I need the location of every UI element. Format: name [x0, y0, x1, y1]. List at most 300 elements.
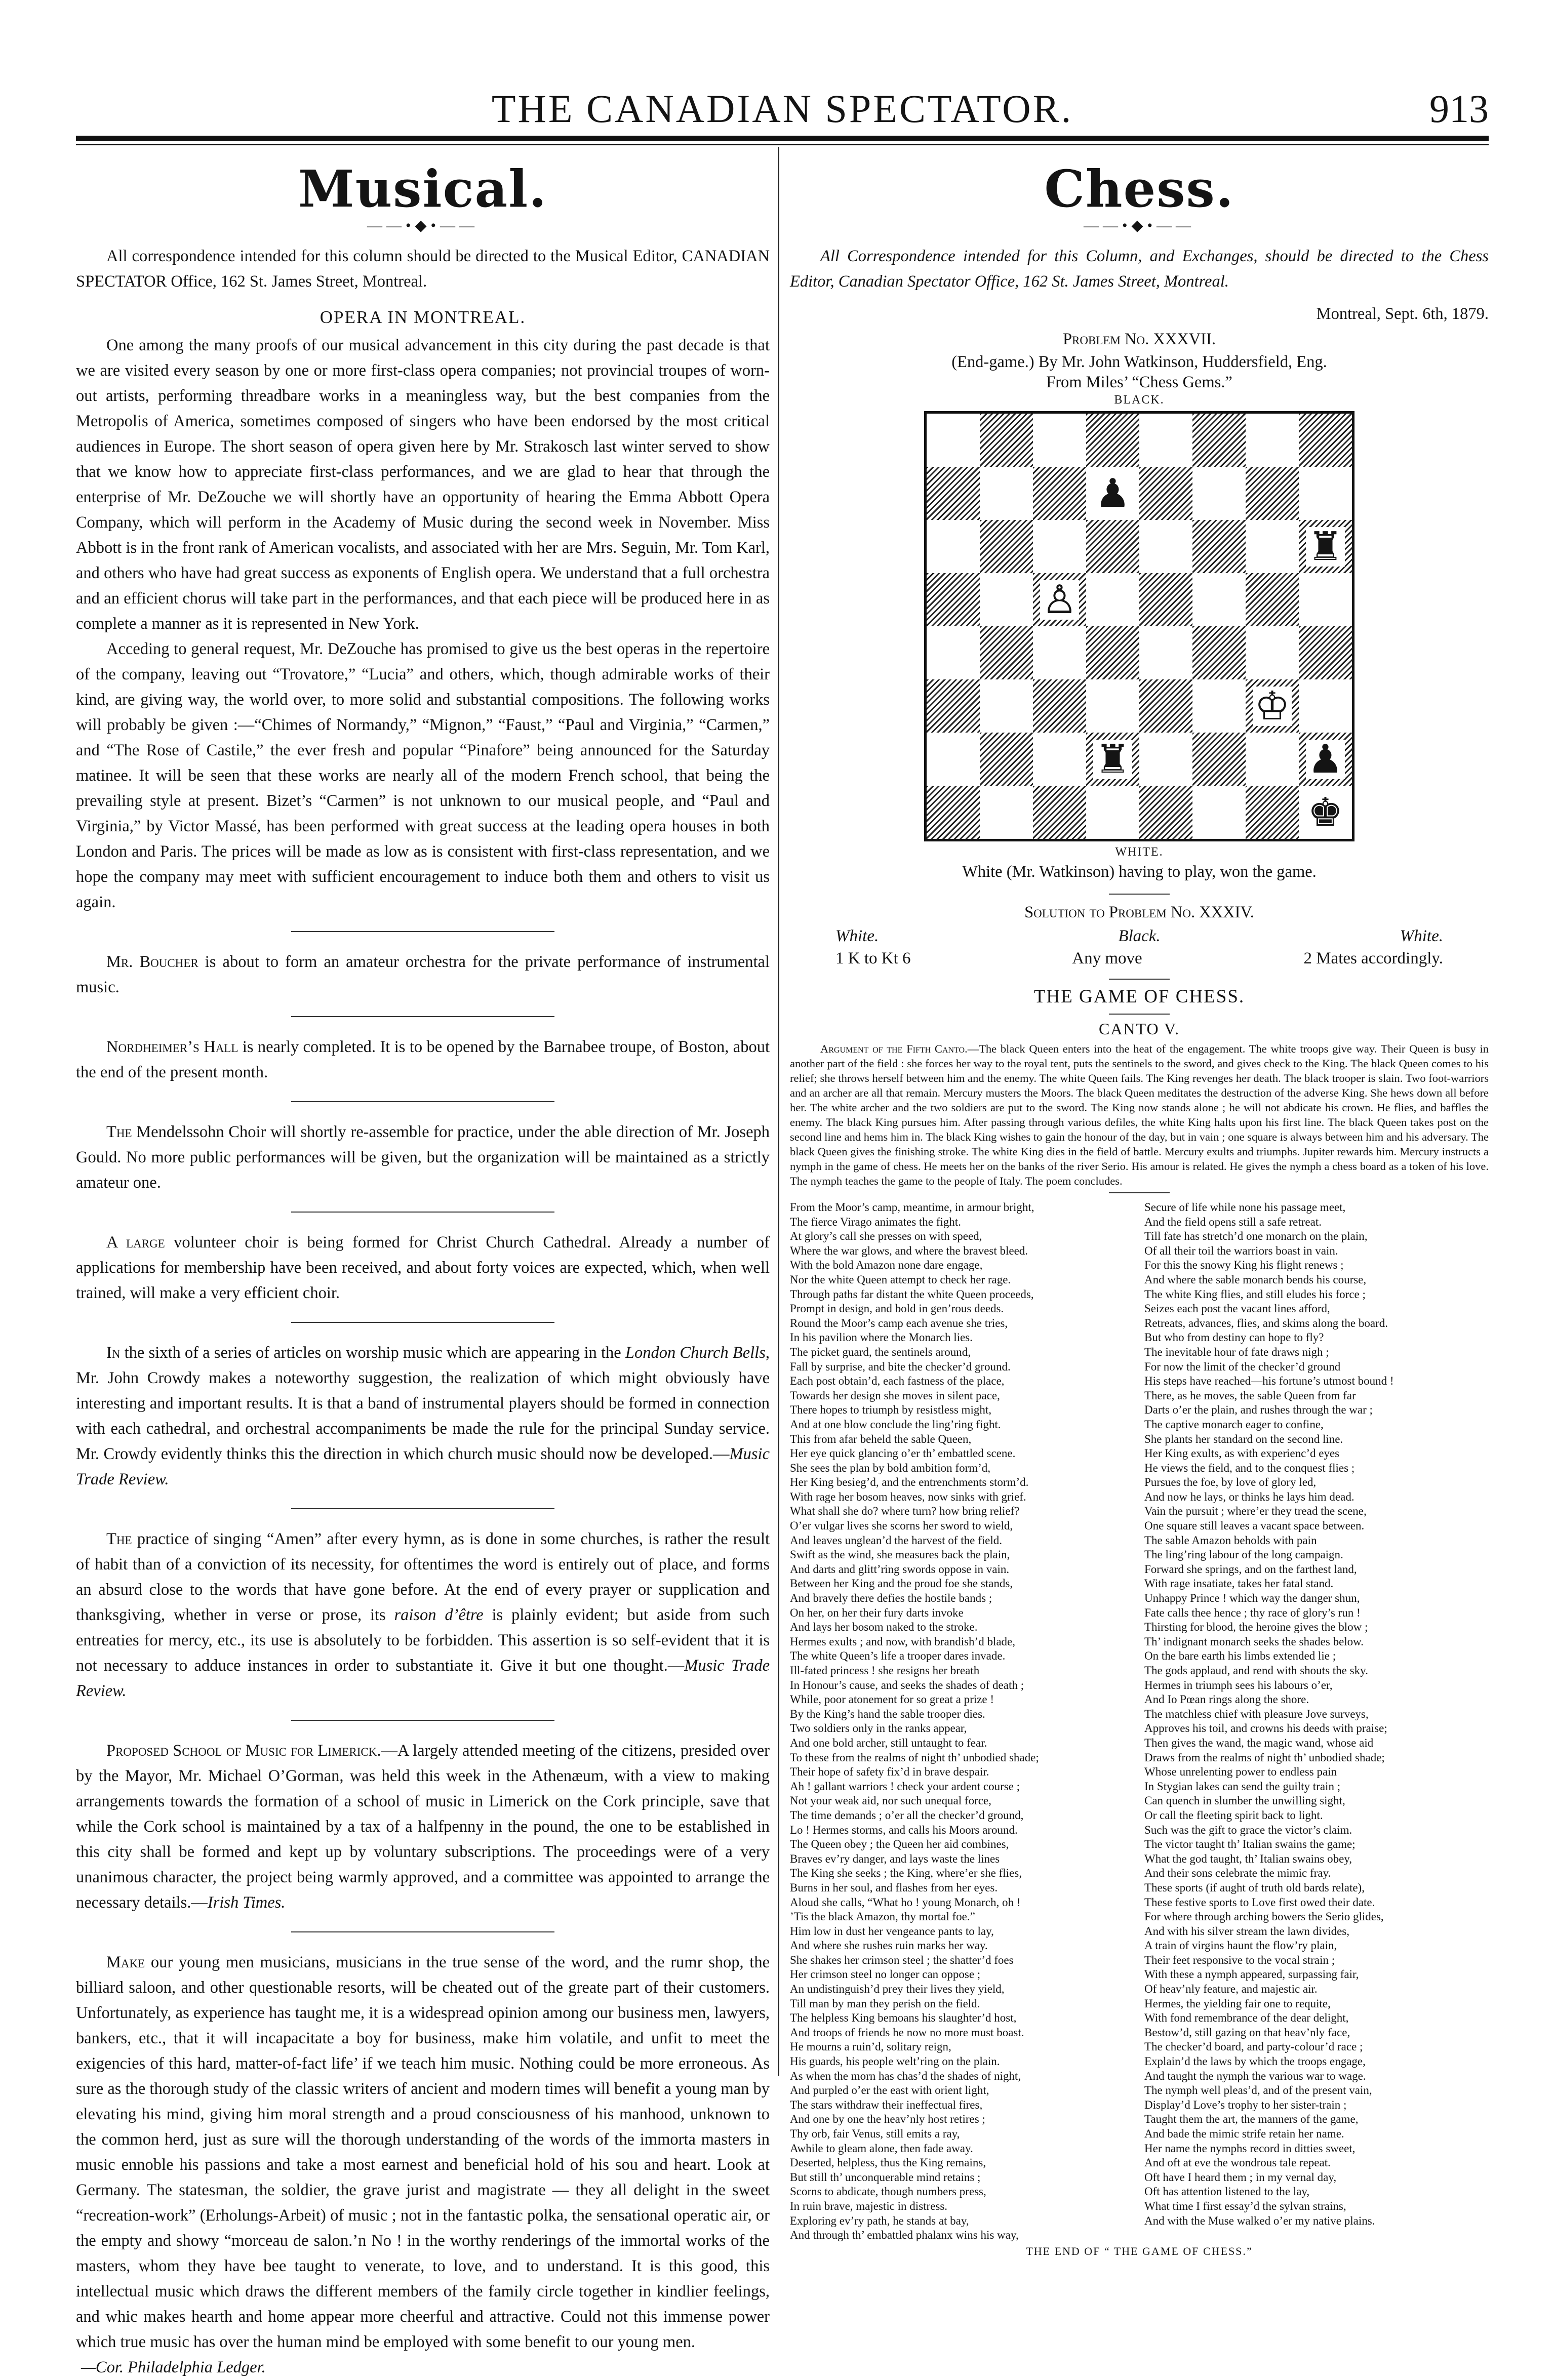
- separator: [1109, 979, 1170, 980]
- poem-line: With these a nymph appeared, surpassing fair,: [1144, 1968, 1359, 1981]
- poem-line: Hermes, the yielding fair one to requite,: [1144, 1997, 1331, 2010]
- chess-piece: ♚: [1306, 793, 1345, 832]
- make-citation: —Cor. Philadelphia Ledger.: [81, 2358, 266, 2376]
- poem-line: The King she seeks ; the King, where’er she flies,: [790, 1867, 1022, 1880]
- nordheimer-text: is nearly completed. It is to be opened by the Barnabee troupe, of Boston, about the end of the present month.: [76, 1038, 770, 1081]
- make-text: our young men musicians, musicians in the true sense of the word, and the rumr shop, the billiard saloon, and other questionable resorts, will be cheated out of the greate part of their customers. Unfortunately, as experience has taught me, it is a widespread opinion among our business men, lawyers, bankers, etc., that it will incapacitate a boy for business, make him volatile, and unfit to meet the exigencies of this hard, matter-of-fact life’ if we teach him music. Nothing could be more erroneous. As sure as the thorough study of the classic writers of ancient and modern times will benefit a young man by elevating his mind, giving him moral strength and a proud consciousness of his manhood, unknown to the common herd, just as sure will the thorough understanding of the words of the immorta masters in music ennoble his passions and take a most earnest and beneficial hold of his sou and heart. Look at Germany. The statesman, the soldier, the grave jurist and magistrate — they all delight in the sweet “recreation-work” (Erholungs-Arbeit) of music ; not in the fantastic polka, the sensational operatic air, or the empty and showy “morceau de salon.’n No ! in the worthy renderings of the immortal works of the masters, whom they have bee taught to venerate, to love, and to understand. It is this good, this intellectual music which draws the different members of the family circle together in kindlier feelings, and whic makes hearth and home appear more cheerful and attractive. Could not this immense power which true music has over the human mind be employed with some benefit to our young men.: [76, 1953, 770, 2351]
- separator: [291, 1016, 554, 1017]
- poem-line: Lo ! Hermes storms, and calls his Moors around.: [790, 1823, 1018, 1836]
- poem-line: In Honour’s cause, and seeks the shades of death ;: [790, 1678, 1024, 1691]
- boucher-lead: Mr. Boucher: [106, 953, 198, 971]
- separator: [291, 931, 554, 932]
- poem-line: Burns in her soul, and flashes from her eyes.: [790, 1881, 998, 1894]
- the-end: THE END OF “ THE GAME OF CHESS.”: [1026, 2244, 1253, 2257]
- poem-line: The matchless chief with pleasure Jove surveys,: [1144, 1707, 1369, 1720]
- poem-line: Her King besieg’d, and the entrenchments storm’d.: [790, 1476, 1029, 1489]
- board-square: [1033, 414, 1086, 467]
- board-square: [1033, 786, 1086, 839]
- board-square: [1246, 679, 1299, 733]
- board-square: [1246, 414, 1299, 467]
- limerick-text: —A largely attended meeting of the citizens, presided over by the Mayor, Mr. Michael O’Gorman, was held this week in the Athenæum, with a view to making arrangements towards the formation of a school of music in Limerick on the Cork principle, save that while the Cork school is maintained by a tax of a halfpenny in the pound, the one to be established in this city shall be formed and kept up by voluntary subscriptions. The proceedings were of a very unanimous character, the project being warmly approved, and a committee was appointed to arrange the necessary details.—: [76, 1742, 770, 1912]
- board-square: [1139, 520, 1192, 573]
- chess-piece: ♔: [1253, 687, 1292, 726]
- board-square: [1192, 786, 1246, 839]
- poem-line: For this the snowy King his flight renews ;: [1144, 1259, 1344, 1272]
- nordheimer-lead: Nordheimer’s Hall: [106, 1038, 238, 1056]
- poem-line: O’er vulgar lives she scorns her sword to wield,: [790, 1519, 1013, 1532]
- make-lead: Make: [106, 1953, 145, 1971]
- amen-lead: The: [106, 1530, 132, 1548]
- chess-piece: ♙: [1040, 580, 1080, 620]
- board-square: [1139, 414, 1192, 467]
- board-square: [927, 467, 980, 520]
- problem-byline: (End-game.) By Mr. John Watkinson, Huddersfield, Eng.: [951, 353, 1327, 371]
- poem-line: And where she rushes ruin marks her way.: [790, 1939, 988, 1952]
- board-square: [927, 786, 980, 839]
- solution-headers: [790, 925, 1489, 947]
- amen-raison: raison d’être: [394, 1606, 484, 1624]
- crowdy-item: [76, 1340, 770, 1492]
- amen-text-b: is plainly evident; but aside from such entreaties for mercy, etc., its use is absolutely to be forbidden. This assertion is so self-evident that it is not necessary to adduce instances in order to substantiate it. Give it but one thought.—: [76, 1606, 770, 1675]
- poem-line: And one bold archer, still untaught to fear.: [790, 1736, 987, 1749]
- poem-line: For where through arching bowers the Serio glides,: [1144, 1910, 1384, 1923]
- poem-line: The stars withdraw their ineffectual fires,: [790, 2098, 983, 2111]
- poem-line: Swift as the wind, she measures back the plain,: [790, 1548, 1010, 1561]
- argument-lead: Argument of the Fifth Canto.: [820, 1042, 968, 1055]
- board-square: [980, 786, 1033, 839]
- opera-title: OPERA IN MONTREAL.: [320, 307, 526, 327]
- poem-line: And taught the nymph the various war to wage.: [1144, 2069, 1366, 2082]
- board-square: [1299, 573, 1352, 626]
- poem-line: Towards her design she moves in silent pace,: [790, 1389, 1000, 1402]
- amen-citation: Music Trade Review.: [76, 1657, 770, 1700]
- boucher-text: is about to form an amateur orchestra for the private performance of instrumental music.: [76, 953, 770, 996]
- poem-line: Approves his toil, and crowns his deeds with praise;: [1144, 1722, 1387, 1735]
- poem-line: Ill-fated princess ! she resigns her breath: [790, 1664, 980, 1677]
- poem-line: And purpled o’er the east with orient light,: [790, 2084, 989, 2097]
- solution-header-white: White.: [835, 927, 879, 945]
- board-square: [1139, 733, 1192, 786]
- amen-text-a: practice of singing “Amen” after every hymn, as is done in some churches, is rather the result of habit than of a conviction of its necessity, for oftentimes the word is entirely out of place, and forms an absurd close to the words that have gone before. At the end of every prayer or supplication and thanksgiving, whether in verse or prose, its: [76, 1530, 770, 1624]
- board-square: [1139, 467, 1192, 520]
- board-square: [927, 414, 980, 467]
- poem-line: Between her King and the proud foe she stands,: [790, 1577, 1013, 1590]
- mendelssohn-lead: The: [106, 1123, 132, 1141]
- poem-line: Then gives the wand, the magic wand, whose aid: [1144, 1736, 1374, 1749]
- poem-line: With fond remembrance of the dear delight,: [1144, 2011, 1349, 2025]
- poem-line: And now he lays, or thinks he lays him dead.: [1144, 1490, 1354, 1503]
- poem-line: The helpless King bemoans his slaughter’d host,: [790, 2011, 1017, 2025]
- board-square: [1246, 786, 1299, 839]
- board-square: [1139, 679, 1192, 733]
- poem-line: Where the war glows, and where the bravest bleed.: [790, 1244, 1028, 1257]
- poem-line: And bade the mimic strife retain her name.: [1144, 2127, 1344, 2140]
- board-square: [1033, 573, 1086, 626]
- poem-line: And oft at eve the wondrous tale repeat.: [1144, 2156, 1331, 2169]
- poem-line: Unhappy Prince ! which way the danger shun,: [1144, 1592, 1360, 1605]
- poem-line: Through paths far distant the white Queen proceeds,: [790, 1287, 1034, 1301]
- poem-line: Ah ! gallant warriors ! check your ardent course ;: [790, 1780, 1020, 1793]
- poem-line: Their feet responsive to the vocal strain ;: [1144, 1953, 1335, 1966]
- heading-ornament: ——•◆•——: [367, 217, 479, 234]
- poem-line: Scorns to abdicate, though numbers press,: [790, 2185, 986, 2198]
- poem-line: Can quench in slumber the unwilling sight,: [1144, 1794, 1345, 1807]
- board-square: [1299, 520, 1352, 573]
- amen-item: [76, 1526, 770, 1704]
- column-divider: [778, 147, 779, 2076]
- board-square: [1299, 414, 1352, 467]
- board-square: [927, 573, 980, 626]
- poem-line: Thy orb, fair Venus, still emits a ray,: [790, 2127, 960, 2140]
- separator: [291, 1322, 554, 1323]
- poem-line: Display’d Love’s trophy to her sister-train ;: [1144, 2098, 1347, 2111]
- game-title: THE GAME OF CHESS.: [1033, 986, 1245, 1007]
- poem-line: In Stygian lakes can send the guilty train ;: [1144, 1780, 1341, 1793]
- poem-line: What time I first essay’d the sylvan strains,: [1144, 2199, 1346, 2212]
- board-square: [1086, 414, 1139, 467]
- poem-line: But still th’ unconquerable mind retains ;: [790, 2170, 981, 2184]
- chess-piece: ♟: [1093, 474, 1133, 513]
- poem-line: Till fate has stretch’d one monarch on the plain,: [1144, 1230, 1368, 1243]
- poem-line: He views the field, and to the conquest flies ;: [1144, 1461, 1355, 1474]
- poem-line: These sports (if aught of truth old bards relate),: [1144, 1881, 1365, 1894]
- poem-line: Their hope of safety fix’d in brave despair.: [790, 1765, 989, 1779]
- poem-line: Pursues the foe, by love of glory led,: [1144, 1476, 1317, 1489]
- poem-line: This from afar beheld the sable Queen,: [790, 1432, 972, 1445]
- crowdy-lead: In: [106, 1344, 121, 1362]
- poem-line: On her, on her their fury darts invoke: [790, 1606, 964, 1619]
- separator: [1109, 1192, 1170, 1193]
- poem-line: Her name the nymphs record in ditties sweet,: [1144, 2142, 1356, 2155]
- board-square: [1086, 520, 1139, 573]
- board-square: [927, 679, 980, 733]
- poem-line: In ruin brave, majestic in distress.: [790, 2199, 948, 2212]
- newspaper-title: THE CANADIAN SPECTATOR.: [491, 87, 1073, 131]
- poem-line: Explain’d the laws by which the troops engage,: [1144, 2055, 1366, 2068]
- board-square: [1246, 626, 1299, 679]
- opera-paragraph-1: One among the many proofs of our musical advancement in this city during the past decade is that we are visited every season by one or more first-class opera companies; not provincial troupes of worn-out artists, performing threadbare works in a meaningless way, but the best companies from the Metropolis of America, sometimes composed of singers who have been endorsed by the most critical audiences in Europe. The short season of opera given here by Mr. Strakosch last winter served to show that we know how to appreciate first-class performances, and we are glad to hear that through the enterprise of Mr. DeZouche we will shortly have an opportunity of hearing the Emma Abbott Opera Company, which will perform in the Academy of Music during the second week in November. Miss Abbott is in the front rank of American vocalists, and associated with her are Mrs. Seguin, Mr. Tom Karl, and others who have had great success as exponents of English opera. We understand that a full orchestra and an efficient chorus will take part in the performances, and that each piece will be produced here in as complete a manner as it is represented in New York.: [76, 336, 770, 633]
- poem-line: These festive sports to Love first owed their date.: [1144, 1895, 1375, 1909]
- board-square: [1033, 520, 1086, 573]
- limerick-lead: Proposed School of Music for Limerick.: [106, 1742, 381, 1760]
- chess-diagram: [914, 411, 1365, 841]
- poem-line: She sees the plan by bold ambition form’d,: [790, 1461, 991, 1474]
- board-square: [1033, 626, 1086, 679]
- chess-heading: Chess.: [1044, 159, 1234, 219]
- poem-line: Whose unrelenting power to endless pain: [1144, 1765, 1337, 1779]
- poem-line: The nymph well pleas’d, and of the present vain,: [1144, 2084, 1372, 2097]
- poem-line: Nor the white Queen attempt to check her rage.: [790, 1273, 1011, 1286]
- board-square: [1299, 467, 1352, 520]
- board-square: [1299, 786, 1352, 839]
- board-square: [1086, 626, 1139, 679]
- dateline: Montreal, Sept. 6th, 1879.: [1316, 305, 1489, 323]
- masthead: [76, 86, 1489, 132]
- separator: [291, 1101, 554, 1102]
- board-square: [1246, 520, 1299, 573]
- board-square: [927, 626, 980, 679]
- board-square: [980, 573, 1033, 626]
- board-square: [1299, 679, 1352, 733]
- solution-title: Solution to Problem No. XXXIV.: [1024, 903, 1254, 921]
- separator: [1109, 1014, 1170, 1015]
- poem-line: With the bold Amazon none dare engage,: [790, 1259, 983, 1272]
- poem-line: Hermes exults ; and now, with brandish’d blade,: [790, 1635, 1015, 1648]
- poem-line: And with the Muse walked o’er my native plains.: [1144, 2214, 1375, 2227]
- board-square: [1246, 467, 1299, 520]
- crowdy-text-a: the sixth of a series of articles on worship music which are appearing in the: [120, 1344, 625, 1362]
- chess-notice: All Correspondence intended for this Column, and Exchanges, should be directed to the Chess Editor, Canadian Spectator Office, 162 St. James Street, Montreal.: [790, 247, 1489, 291]
- poem-line: The sable Amazon beholds with pain: [1144, 1534, 1317, 1547]
- crowdy-source: London Church Bells: [625, 1344, 766, 1362]
- poem-line: The time demands ; o’er all the checker’d ground,: [790, 1808, 1024, 1822]
- chess-piece: ♜: [1306, 527, 1345, 567]
- poem-line: And bravely there defies the hostile bands ;: [790, 1592, 992, 1605]
- poem-line: An undistinguish’d prey their lives they yield,: [790, 1983, 1005, 1996]
- board-square: [1299, 733, 1352, 786]
- poem-line: The victor taught th’ Italian swains the game;: [1144, 1838, 1356, 1851]
- poem-line: She plants her standard on the second line.: [1144, 1432, 1343, 1445]
- poem-line: For now the limit of the checker’d ground: [1144, 1360, 1341, 1373]
- board-square: [980, 626, 1033, 679]
- problem-source: From Miles’ “Chess Gems.”: [1046, 373, 1232, 391]
- poem-line: The ling’ring labour of the long campaign.: [1144, 1548, 1343, 1561]
- board-square: [1033, 733, 1086, 786]
- poem-line: Exploring ev’ry path, he stands at bay,: [790, 2214, 969, 2227]
- page-number: 913: [1429, 87, 1489, 131]
- poem-line: And Io Pœan rings along the shore.: [1144, 1693, 1309, 1706]
- poem-line: The white Queen’s life a trooper dares invade.: [790, 1649, 1006, 1663]
- poem-line: On the bare earth his limbs extended lie ;: [1144, 1649, 1336, 1663]
- poem-line: Her crimson steel no longer can oppose ;: [790, 1968, 981, 1981]
- separator: [291, 1931, 554, 1932]
- poem-line: And at one blow conclude the ling’ring fight.: [790, 1418, 1001, 1431]
- poem-line: And troops of friends he now no more must boast.: [790, 2026, 1024, 2039]
- chess-piece: ♟: [1306, 740, 1345, 779]
- poem-line: She shakes her crimson steel ; the shatter’d foes: [790, 1953, 1014, 1966]
- poem-line: To these from the realms of night th’ unbodied shade;: [790, 1751, 1039, 1764]
- board-square: [1033, 679, 1086, 733]
- poem: [790, 1200, 1489, 2243]
- poem-line: And their sons celebrate the mimic fray.: [1144, 1867, 1331, 1880]
- board-square: [1139, 626, 1192, 679]
- poem-line: Vain the pursuit ; where’er they tread the scene,: [1144, 1505, 1367, 1518]
- poem-line: The checker’d board, and party-colour’d race ;: [1144, 2040, 1363, 2053]
- argument-text: —The black Queen enters into the heat of the engagement. The white troops give way. Their Queen is busy in another part of the field : she forces her way to the royal tent, puts the sentinels to the sword, and gives check to the King. The black Queen comes to his relief; she throws herself between him and the enemy. The white Queen fails. The King revenges her death. The black trooper is slain. Two foot-warriors and an archer are all that remain. Mercury musters the Moors. The black Queen meditates the destruction of the adverse King. She hews down all before her. The white archer and the two soldiers are put to the sword. The King now stands alone ; he will not abdicate his crown. He flies, and baffles the enemy. The black King pursues him. After passing through various defiles, the white King halts upon his first line. The black Queen takes post on the second line and hems him in. The black King wishes to gain the honour of the day, but in vain ; one square is always between him and his adversary. The black Queen gives the finishing stroke. The white King dies in the field of battle. Mercury exults and triumphs. Jupiter rewards him. Mercury instructs a nymph in the game of chess. He meets her on the banks of the river Serio. His amour is related. He gives the nymph a chess board as a token of his love. The nymph teaches the game to the people of Italy. The poem concludes.: [790, 1042, 1489, 1187]
- chess-piece: ♜: [1093, 740, 1133, 779]
- separator: [291, 1720, 554, 1721]
- nordheimer-item: [76, 1034, 770, 1085]
- poem-line: Awhile to gleam alone, then fade away.: [790, 2142, 973, 2155]
- musical-notice: All correspondence intended for this column should be directed to the Musical Editor, CANADIAN SPECTATOR Office, 162 St. James Street, Montreal.: [76, 247, 770, 291]
- board-square: [1139, 573, 1192, 626]
- poem-line: As when the morn has chas’d the shades of night,: [790, 2069, 1021, 2082]
- poem-line: Of heav’nly feature, and majestic air.: [1144, 1983, 1318, 1996]
- poem-column-left: [790, 1200, 1134, 2243]
- poem-line: Braves ev’ry danger, and lays waste the lines: [790, 1852, 1000, 1865]
- poem-line: Retreats, advances, flies, and skims along the board.: [1144, 1316, 1388, 1329]
- poem-line: Hermes in triumph sees his labours o’er,: [1144, 1678, 1333, 1691]
- poem-line: The white King flies, and still eludes his force ;: [1144, 1287, 1366, 1301]
- poem-line: What the god taught, th’ Italian swains obey,: [1144, 1852, 1352, 1865]
- board-square: [1299, 626, 1352, 679]
- board-square: [1139, 786, 1192, 839]
- poem-line: And one by one the heav’nly host retires ;: [790, 2113, 985, 2126]
- poem-line: Seizes each post the vacant lines afford,: [1144, 1302, 1330, 1315]
- white-label: WHITE.: [1115, 845, 1164, 859]
- crowdy-text-b: , Mr. John Crowdy makes a noteworthy suggestion, the realization of which might obviously have interesting and important results. It is that a band of instrumental players should be formed in connection with each cathedral, and orchestral accompaniments be made the rule for the principal Sunday service. Mr. Crowdy evidently thinks this the direction in which church music should now be developed.—: [76, 1344, 770, 1463]
- crowdy-citation: Music Trade Review.: [76, 1445, 770, 1488]
- board-square: [980, 733, 1033, 786]
- mendelssohn-item: [76, 1119, 770, 1195]
- opera-paragraph-2: Acceding to general request, Mr. DeZouche has promised to give us the best operas in the repertoire of the company, leaving out “Trovatore,” “Lucia” and others, which, though admirable works of their kind, are giving way, the world over, to more solid and substantial compositions. The following works will probably be given :—“Chimes of Normandy,” “Mignon,” “Faust,” “Paul and Virginia,” “Carmen,” and “The Rose of Castile,” the ever fresh and popular “Pinafore” being announced for the Saturday matinee. It will be seen that these works are nearly all of the modern French school, that being the prevailing style at present. Bizet’s “Carmen” is not unknown to our musical people, and “Paul and Virginia,” by Victor Massé, has been performed with great success at the leading opera houses in both London and Paris. The prices will be made as low as is consistent with first-class representation, and we hope the company may meet with sufficient encouragement to induce both them and others to visit us again.: [76, 640, 770, 911]
- poem-line: His guards, his people welt’ring on the plain.: [790, 2055, 1000, 2068]
- poem-line: While, poor atonement for so great a prize !: [790, 1693, 994, 1706]
- poem-line: And where the sable monarch bends his course,: [1144, 1273, 1367, 1286]
- board-square: [1192, 414, 1246, 467]
- poem-line: A train of virgins haunt the flow’ry plain,: [1144, 1939, 1337, 1952]
- poem-line: There hopes to triumph by resistless might,: [790, 1403, 991, 1417]
- poem-line: With rage her bosom heaves, now sinks with grief.: [790, 1490, 1026, 1503]
- masthead-rule-thin: [76, 144, 1489, 145]
- black-label: BLACK.: [1114, 393, 1165, 407]
- solution-header-black: Black.: [1118, 927, 1161, 945]
- board-square: [1086, 573, 1139, 626]
- poem-line: And with his silver stream the lawn divides,: [1144, 1924, 1349, 1938]
- canto-argument: [790, 1041, 1489, 1188]
- poem-line: The Queen obey ; the Queen her aid combines,: [790, 1838, 1009, 1851]
- poem-line: Till man by man they perish on the field.: [790, 1997, 980, 2010]
- separator: [291, 1212, 554, 1213]
- poem-line: And the field opens still a safe retreat.: [1144, 1215, 1322, 1228]
- solution-move-3: 2 Mates accordingly.: [1303, 949, 1443, 967]
- chess-column: [790, 152, 1489, 2258]
- poem-line: Secure of life while none his passage meet,: [1144, 1201, 1346, 1214]
- board-square: [1086, 733, 1139, 786]
- poem-line: Oft have I heard them ; in my vernal day,: [1144, 2170, 1337, 2184]
- poem-line: Of all their toil the warriors boast in vain.: [1144, 1244, 1338, 1257]
- poem-line: Draws from the realms of night th’ unbodied shade;: [1144, 1751, 1385, 1764]
- poem-line: The captive monarch eager to confine,: [1144, 1418, 1324, 1431]
- choir-lead: A large: [106, 1233, 165, 1252]
- board-square: [1192, 573, 1246, 626]
- poem-line: Him low in dust her vengeance pants to lay,: [790, 1924, 994, 1938]
- poem-line: What shall she do? where turn? how bring relief?: [790, 1505, 1020, 1518]
- separator: [291, 1508, 554, 1509]
- poem-line: With rage insatiate, takes her fatal stand.: [1144, 1577, 1334, 1590]
- poem-line: Bestow’d, still gazing on that heav’nly face,: [1144, 2026, 1350, 2039]
- poem-line: From the Moor’s camp, meantime, in armour bright,: [790, 1201, 1034, 1214]
- poem-line: Deserted, helpless, thus the King remains,: [790, 2156, 986, 2169]
- board-square: [1192, 520, 1246, 573]
- board-square: [1192, 679, 1246, 733]
- poem-line: One square still leaves a vacant space between.: [1144, 1519, 1365, 1532]
- poem-line: And lays her bosom naked to the stroke.: [790, 1621, 978, 1634]
- poem-line: Each post obtain’d, each fastness of the place,: [790, 1375, 1005, 1388]
- poem-line: But who from destiny can hope to fly?: [1144, 1331, 1324, 1344]
- poem-line: Her eye quick glancing o’er th’ embattled scene.: [790, 1447, 1016, 1460]
- poem-line: The inevitable hour of fate draws nigh ;: [1144, 1345, 1329, 1358]
- problem-title: Problem No. XXXVII.: [1062, 330, 1216, 348]
- poem-line: Forward she springs, and on the farthest land,: [1144, 1562, 1357, 1576]
- poem-line: Such was the gift to grace the victor’s claim.: [1144, 1823, 1352, 1836]
- poem-line: The fierce Virago animates the fight.: [790, 1215, 961, 1228]
- poem-line: Not your weak aid, nor such unequal force,: [790, 1794, 991, 1807]
- musical-heading: Musical.: [298, 159, 548, 219]
- solution-move-2: Any move: [1072, 949, 1142, 967]
- poem-line: Prompt in design, and bold in gen’rous deeds.: [790, 1302, 1004, 1315]
- board-square: [1086, 786, 1139, 839]
- poem-line: His steps have reached—his fortune’s utmost bound !: [1144, 1375, 1394, 1388]
- heading-ornament: ——•◆•——: [1083, 217, 1196, 234]
- board-square: [1246, 573, 1299, 626]
- board-square: [1086, 679, 1139, 733]
- musical-column: [76, 152, 770, 2380]
- solution-move-1: 1 K to Kt 6: [835, 949, 911, 967]
- poem-line: The picket guard, the sentinels around,: [790, 1345, 971, 1358]
- board-square: [980, 467, 1033, 520]
- board-square: [1246, 733, 1299, 786]
- poem-line: Or call the fleeting spirit back to light.: [1144, 1808, 1323, 1822]
- board-square: [1086, 467, 1139, 520]
- poem-line: Fate calls thee hence ; thy race of glory’s run !: [1144, 1606, 1361, 1619]
- poem-line: ’Tis the black Amazon, thy mortal foe.”: [790, 1910, 975, 1923]
- poem-line: And leaves unglean’d the harvest of the field.: [790, 1534, 1002, 1547]
- poem-line: At glory’s call she presses on with speed,: [790, 1230, 982, 1243]
- poem-line: By the King’s hand the sable trooper dies.: [790, 1707, 985, 1720]
- boucher-item: [76, 949, 770, 1000]
- solution-header-white-2: White.: [1400, 927, 1443, 945]
- board-square: [927, 520, 980, 573]
- poem-line: Darts o’er the plain, and rushes through the war ;: [1144, 1403, 1373, 1417]
- poem-line: Aloud she calls, “What ho ! young Monarch, oh !: [790, 1895, 1021, 1909]
- poem-line: He mourns a ruin’d, solitary reign,: [790, 2040, 951, 2053]
- poem-line: Oft has attention listened to the lay,: [1144, 2185, 1310, 2198]
- poem-line: Th’ indignant monarch seeks the shades below.: [1144, 1635, 1364, 1648]
- make-musicians-item: [76, 1950, 770, 2355]
- poem-line: The gods applaud, and rend with shouts the sky.: [1144, 1664, 1368, 1677]
- poem-line: Round the Moor’s camp each avenue she tries,: [790, 1316, 1008, 1329]
- poem-line: Her King exults, as with experienc’d eyes: [1144, 1447, 1340, 1460]
- board-square: [980, 520, 1033, 573]
- limerick-item: [76, 1738, 770, 1915]
- board-square: [980, 414, 1033, 467]
- board-square: [1033, 467, 1086, 520]
- limerick-citation: Irish Times.: [207, 1893, 286, 1912]
- poem-line: There, as he moves, the sable Queen from far: [1144, 1389, 1356, 1402]
- board-square: [927, 733, 980, 786]
- problem-caption: White (Mr. Watkinson) having to play, won the game.: [962, 863, 1317, 881]
- board-square: [1192, 467, 1246, 520]
- board-square: [1192, 733, 1246, 786]
- separator: [1109, 894, 1170, 895]
- poem-line: And darts and glitt’ring swords oppose in vain.: [790, 1562, 1010, 1576]
- board-square: [1192, 626, 1246, 679]
- choir-item: [76, 1230, 770, 1306]
- poem-column-right: [1144, 1200, 1489, 2243]
- mendelssohn-text: Mendelssohn Choir will shortly re-assemble for practice, under the able direction of Mr. Joseph Gould. No more public performances will be given, but the organization will be maintained as a strictly amateur one.: [76, 1123, 770, 1192]
- poem-line: Thirsting for blood, the heroine gives the blow ;: [1144, 1621, 1368, 1634]
- board-square: [980, 679, 1033, 733]
- masthead-rule: [76, 136, 1489, 141]
- poem-line: In his pavilion where the Monarch lies.: [790, 1331, 973, 1344]
- choir-text: volunteer choir is being formed for Christ Church Cathedral. Already a number of applications for membership have been received, and about forty voices are expected, which, when well trained, will make a very efficient choir.: [76, 1233, 770, 1302]
- poem-line: And through th’ embattled phalanx wins his way,: [790, 2229, 1019, 2242]
- poem-line: Taught them the art, the manners of the game,: [1144, 2113, 1359, 2126]
- chess-board: [924, 411, 1354, 841]
- poem-line: Two soldiers only in the ranks appear,: [790, 1722, 967, 1735]
- solution-moves: [790, 947, 1489, 970]
